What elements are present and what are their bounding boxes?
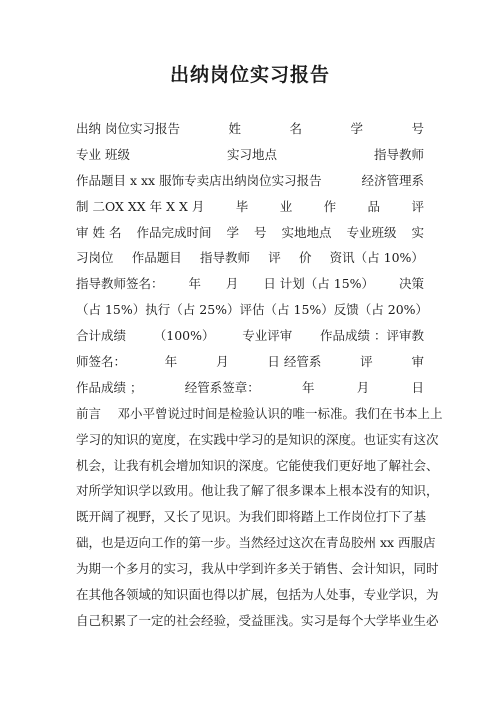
form-text: 姓 [228,121,241,136]
form-text: 制 二OX XX 年 X X 月 [76,198,205,214]
form-text: 资讯（占 10%） [329,250,424,266]
form-text: 专业 班级 [76,146,130,162]
form-text: 月 [356,379,370,395]
form-text: 实习地点 [226,146,277,162]
form-line [76,271,424,297]
form-text: 审 姓 名 [76,224,122,240]
form-text: 评 [411,198,424,214]
document-body [76,116,443,634]
form-text: 实地地点 [281,224,332,240]
page-title: 出纳岗位实习报告 [169,64,330,86]
form-text: 作 [323,198,337,214]
body-line: 对所学知识学以致用。他让我了解了很多课本上根本没有的知识， [76,483,439,499]
body-line: 前言 邓小平曾说过时间是检验认识的唯一标准。我们在书本上上 [76,405,443,421]
form-text: 专业班级 [346,224,397,240]
form-line [76,349,424,375]
body-line: 在其他各领域的知识面也得以扩展，包括为人处事，专业学识，为 [76,587,439,603]
form-text: 师签名： [76,354,127,370]
form-line [76,297,429,323]
form-text: 毕 [235,198,249,214]
form-text: 指导教师签名： [76,276,164,292]
form-text: 指导教师 [373,146,424,162]
form-text: 评 [360,354,373,370]
form-text: 决策 [398,276,424,292]
form-text: 执行（占 25%） [145,302,240,318]
form-text: 年 [188,276,201,292]
form-text: 专业评审 [242,328,293,344]
body-line: 础，也是迈向工作的第一步。当然经过这次在青岛胶州 xx 西服店 [76,535,436,551]
form-text: 学 [226,224,239,240]
form-text: 价 [298,250,312,266]
form-text: 日 计划（占 15%） [263,276,375,292]
form-line [76,142,424,168]
form-text: 号 [411,121,424,136]
form-text: 作品成绩 ：评审教 [319,328,424,344]
form-text: 经济管理系 [361,172,424,188]
form-text: 作品成绩 ； [76,379,143,395]
form-text: 指导教师 [199,250,250,266]
form-text: （100%） [153,328,215,344]
form-text: 经管系签章： [184,379,260,395]
form-text: 审 [411,354,424,370]
form-line [76,168,424,194]
form-text: 号 [253,224,267,240]
form-line [76,116,424,142]
form-text: 业 [279,198,293,214]
form-text: 评 [268,250,281,266]
form-text: 评估（占 15%） [239,302,334,318]
form-line [76,194,424,220]
form-text: 反馈（占 20%） [333,302,429,318]
form-text: 年 [164,354,178,370]
form-line [76,375,424,401]
form-text: 习岗位 [76,250,114,266]
form-text: 作品题目 x xx 服饰专卖店出纳岗位实习报告 [76,172,322,188]
form-line [76,245,424,271]
form-text: 作品完成时间 [136,224,212,240]
form-text: 作品题目 [131,250,182,266]
form-line [76,323,424,349]
form-text: 日 [411,379,424,395]
form-text: 学 [350,121,363,136]
form-text: 出纳 岗位实习报告 [76,121,180,136]
form-text: 合计成绩 [76,328,127,344]
body-line: 学习的知识的宽度，在实践中学习的是知识的深度。也证实有这次 [76,431,439,447]
body-line: 自己积累了一定的社会经验，受益匪浅。实习是每个大学毕业生必 [76,612,439,628]
form-text: 日 经管系 [267,354,322,370]
form-text: 名 [289,121,302,136]
form-text: 品 [367,198,381,214]
form-text: （占 15%） [76,302,146,318]
body-line: 既开阔了视野，又长了见识。为我们即将踏上工作岗位打下了基 [76,509,427,525]
form-text: 实 [411,224,424,240]
form-text: 月 [216,354,229,370]
form-text: 年 [301,379,315,395]
body-line: 为期一个多月的实习，我从中学到许多关于销售、会计知识，同时 [76,561,439,577]
body-line: 机会，让我有机会增加知识的深度。它能使我们更好地了解社会、 [76,457,439,473]
form-text: 月 [225,276,239,292]
form-line [76,220,424,246]
